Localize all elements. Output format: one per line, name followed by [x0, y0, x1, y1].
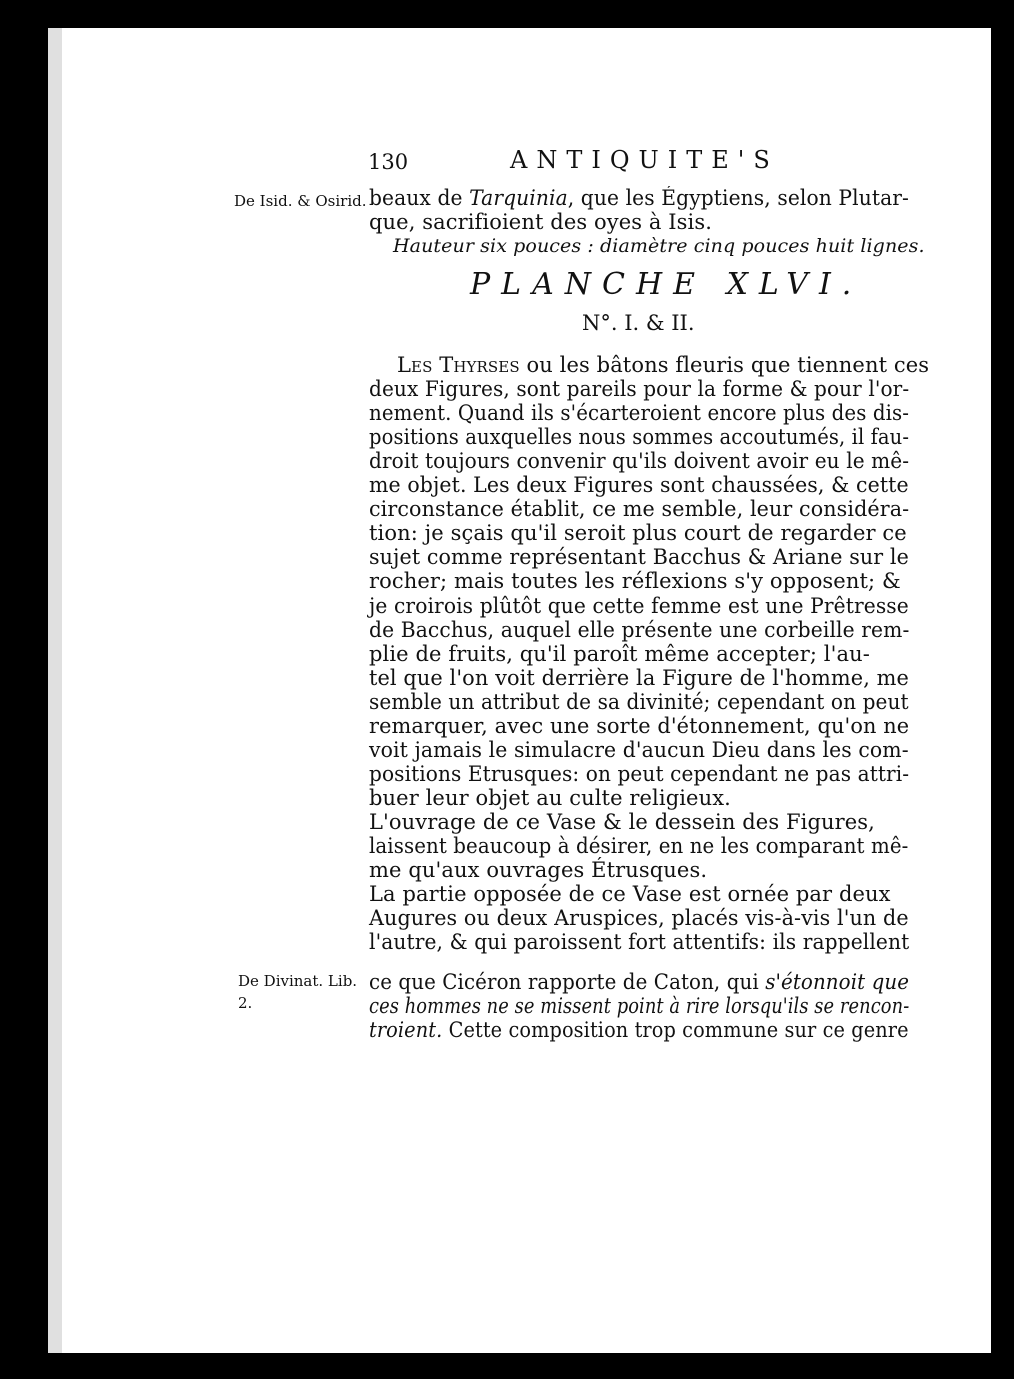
margin-note: De Divinat. Lib.	[238, 972, 358, 990]
text-line: beaux de Tarquinia, que les Égyptiens, selon Plutar-	[369, 186, 909, 210]
text-line: positions auxquelles nous sommes accoutumés, il fau-	[369, 425, 910, 450]
page-number: 130	[368, 150, 409, 174]
text-line: tel que l'on voit derrière la Figure de l'homme, me	[369, 665, 909, 690]
margin-note: 2.	[238, 994, 253, 1012]
text-line: positions Etrusques: on peut cependant ne pas attri-	[369, 761, 910, 786]
text-line: troient. Cette composition trop commune sur ce genre	[369, 1018, 909, 1042]
text-line: plie de fruits, qu'il paroît même accepter; l'au-	[369, 641, 870, 666]
text-line: me qu'aux ouvrages Étrusques.	[369, 858, 708, 882]
text-line: laissent beaucoup à désirer, en ne les comparant mê-	[369, 834, 909, 858]
text-line: semble un attribut de sa divinité; cependant on peut	[369, 689, 909, 714]
text-line: l'autre, & qui paroissent fort attentifs: ils rappellent	[369, 930, 910, 955]
text-line: rocher; mais toutes les réflexions s'y opposent; &	[369, 569, 901, 594]
text-line: Les Thyrses ou les bâtons fleuris que tiennent ces	[397, 353, 930, 377]
text-line: nement. Quand ils s'écarteroient encore plus des dis-	[369, 401, 910, 426]
text-line: ce que Cicéron rapporte de Caton, qui s'étonnoit que	[369, 970, 910, 994]
text-line: me objet. Les deux Figures sont chaussées, & cette	[369, 473, 909, 498]
running-title: ANTIQUITE'S	[510, 146, 779, 174]
plate-title: PLANCHE XLVI.	[470, 267, 863, 302]
text-line: ces hommes ne se missent point à rire lorsqu'ils se rencon-	[369, 994, 910, 1018]
scan-shadow-left	[48, 28, 62, 1353]
text-line: que, sacrifioient des oyes à Isis.	[369, 210, 713, 234]
text-line: buer leur objet au culte religieux.	[369, 785, 731, 810]
text-line: de Bacchus, auquel elle présente une corbeille rem-	[369, 617, 910, 642]
text-line: droit toujours convenir qu'ils doivent avoir eu le mê-	[369, 449, 910, 474]
text-line: Hauteur six pouces : diamètre cinq pouces huit lignes.	[393, 235, 925, 257]
plate-numbers: N°. I. & II.	[582, 311, 695, 335]
text-line: voit jamais le simulacre d'aucun Dieu dans les com-	[369, 737, 909, 762]
margin-note: De Isid. & Osirid.	[234, 192, 367, 210]
text-line: je croirois plûtôt que cette femme est une Prêtresse	[369, 593, 909, 618]
text-line: circonstance établit, ce me semble, leur considéra-	[369, 497, 910, 522]
text-line: La partie opposée de ce Vase est ornée par deux	[369, 882, 891, 906]
text-line: Augures ou deux Aruspices, placés vis-à-vis l'un de	[369, 906, 909, 931]
text-line: deux Figures, sont pareils pour la forme & pour l'or-	[369, 377, 910, 401]
text-line: L'ouvrage de ce Vase & le dessein des Figures,	[369, 809, 875, 834]
book-page	[48, 28, 991, 1353]
text-line: tion: je sçais qu'il seroit plus court de regarder ce	[369, 521, 907, 546]
text-line: sujet comme représentant Bacchus & Ariane sur le	[369, 545, 909, 570]
lead-words: Les Thyrses	[397, 353, 520, 377]
text-line: remarquer, avec une sorte d'étonnement, qu'on ne	[369, 713, 910, 738]
